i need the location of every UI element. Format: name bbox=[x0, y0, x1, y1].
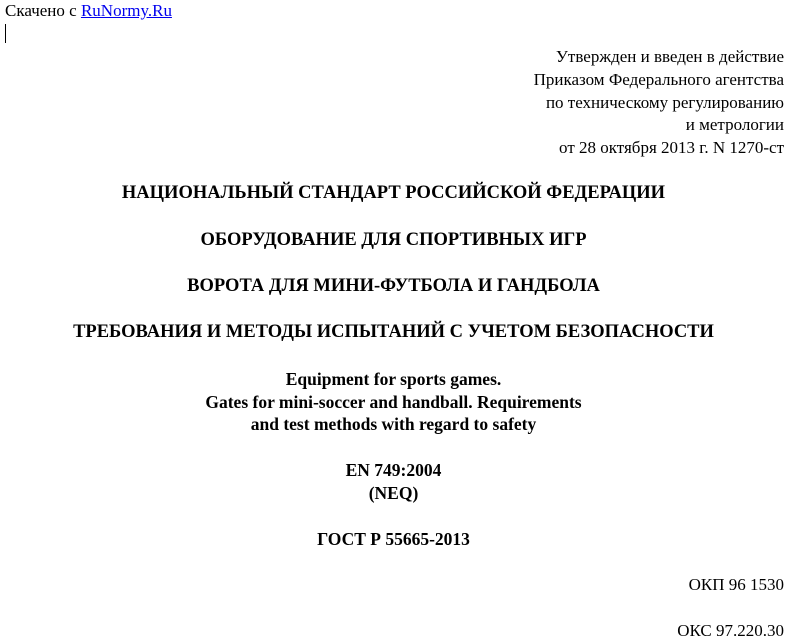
equipment-title: ОБОРУДОВАНИЕ ДЛЯ СПОРТИВНЫХ ИГР bbox=[200, 230, 587, 250]
english-title-line: and test methods with regard to safety bbox=[250, 414, 537, 434]
english-title-line: Equipment for sports games. bbox=[285, 369, 502, 389]
approval-line: и метрологии bbox=[685, 115, 784, 135]
approval-block bbox=[534, 46, 784, 160]
en-standard-number: EN 749:2004 bbox=[345, 460, 442, 480]
requirements-title: ТРЕБОВАНИЯ И МЕТОДЫ ИСПЫТАНИЙ С УЧЕТОМ БЕЗОПАСНОСТИ bbox=[73, 322, 714, 342]
reference-standard-block bbox=[0, 459, 787, 504]
english-title-line: Gates for mini-soccer and handball. Requirements bbox=[205, 391, 582, 412]
gates-title: ВОРОТА ДЛЯ МИНИ-ФУТБОЛА И ГАНДБОЛА bbox=[187, 276, 600, 296]
download-prefix: Скачено с bbox=[5, 1, 81, 20]
runormy-link[interactable]: RuNormy.Ru bbox=[80, 1, 172, 20]
neq-marker: (NEQ) bbox=[368, 482, 419, 503]
download-source-line bbox=[5, 1, 172, 21]
approval-line: Утвержден и введен в действие bbox=[555, 47, 784, 66]
gost-number: ГОСТ Р 55665-2013 bbox=[317, 529, 470, 549]
approval-line: по техническому регулированию bbox=[545, 92, 784, 112]
national-standard-title: НАЦИОНАЛЬНЫЙ СТАНДАРТ РОССИЙСКОЙ ФЕДЕРАЦИИ bbox=[121, 183, 666, 203]
english-title-block bbox=[0, 368, 787, 436]
oks-code: ОКС 97.220.30 bbox=[677, 621, 784, 640]
text-cursor bbox=[5, 24, 6, 43]
approval-line: от 28 октября 2013 г. N 1270-ст bbox=[559, 138, 784, 158]
approval-line: Приказом Федерального агентства bbox=[533, 69, 784, 89]
okp-code: ОКП 96 1530 bbox=[688, 575, 784, 594]
